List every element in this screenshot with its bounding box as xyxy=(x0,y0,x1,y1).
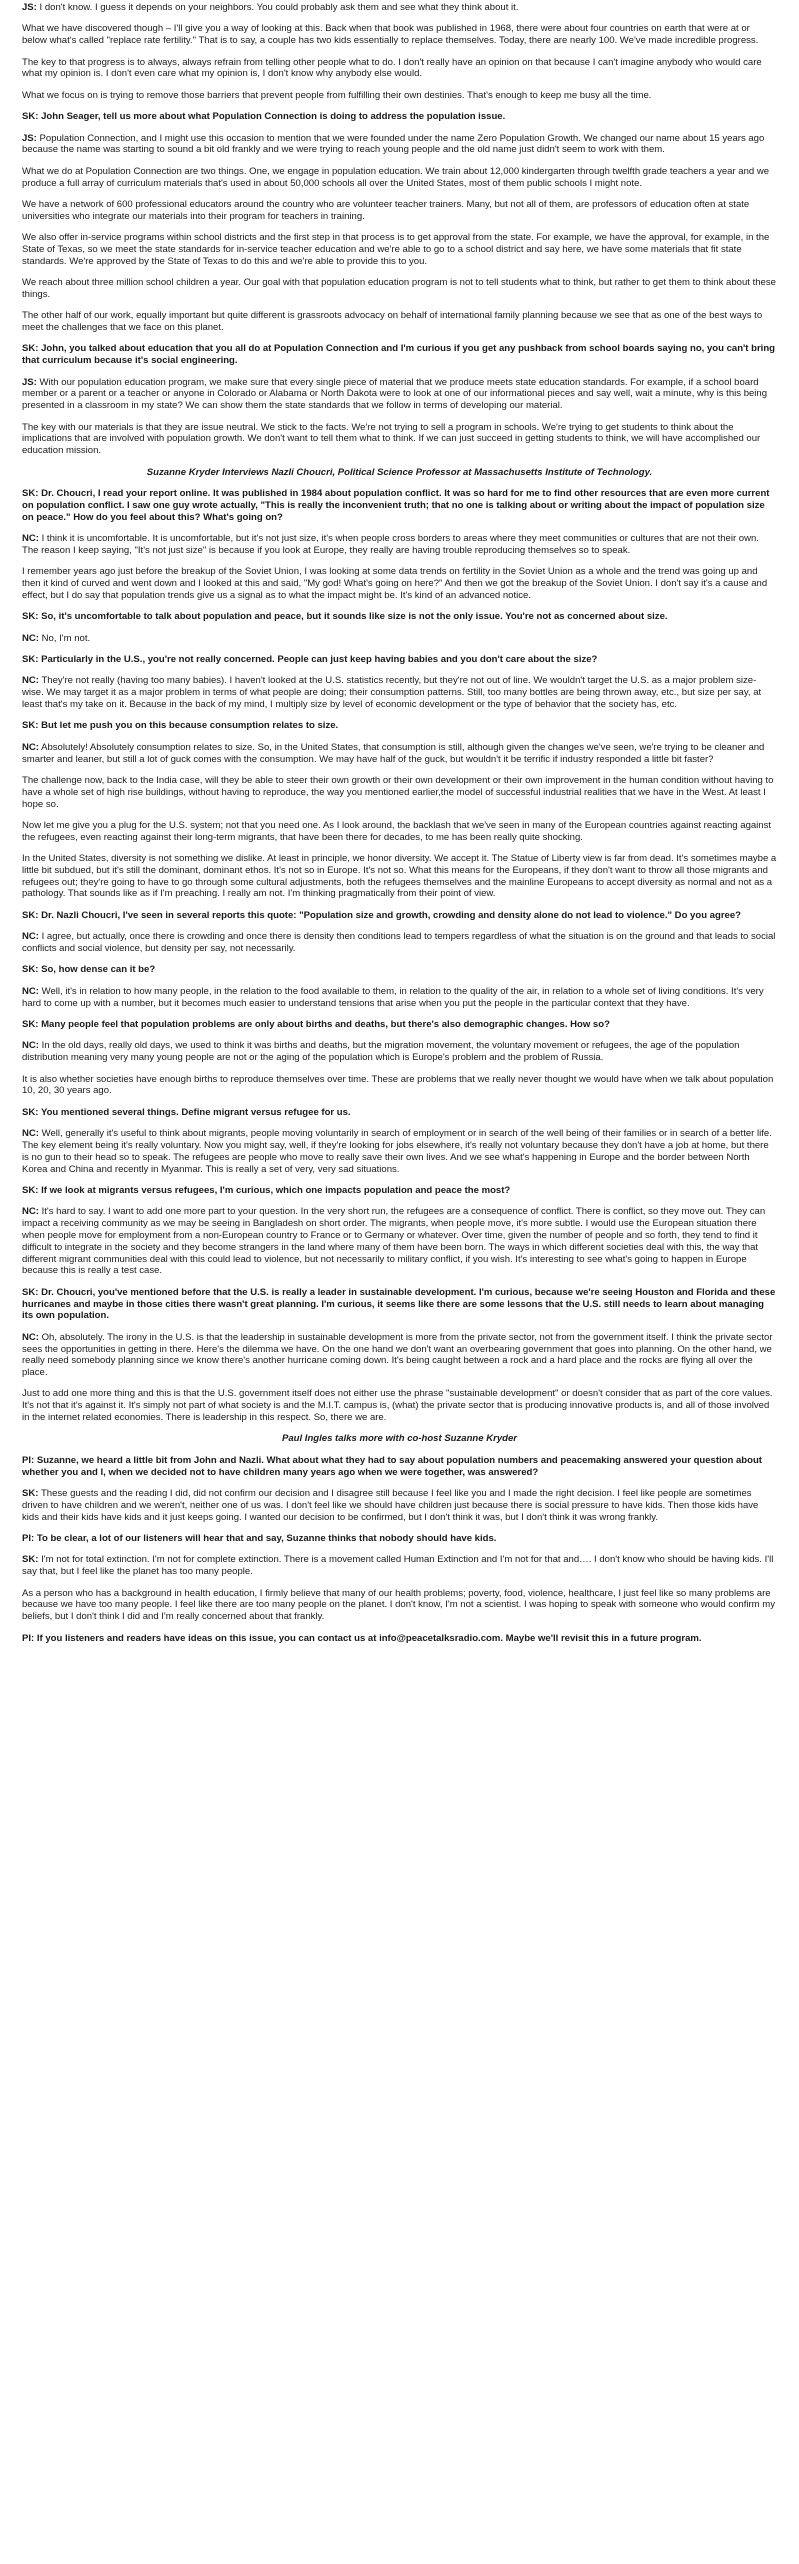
interviewer-question xyxy=(22,1287,777,1322)
speaker-label: NC: xyxy=(22,1040,39,1052)
speaker-label: SK: xyxy=(22,1184,39,1196)
paragraph-text: Oh, absolutely. The irony in the U.S. is that the leadership in sustainable development is more from the private sector, not from the government itself. I think the private sector sees the opportunities in getting in there. Here's the dilemma we have. On the one hand we don't want an overbearing government that goes into planning. On the other hand, we really need somebody planning since we know there's another hurricane coming down. It's being caught between a rock and a hard place and the rocks are flying all over the place. xyxy=(22,1331,773,1379)
paragraph-text: Dr. Choucri, you've mentioned before that the U.S. is really a leader in sustainable development. I'm curious, because we're seeing Houston and Florida and these hurricanes and maybe in those cities there wasn't great planning. I'm curious, it seems like there are some lessons that the U.S. still needs to learn about managing its own population. xyxy=(22,1286,776,1322)
guest-answer xyxy=(22,931,777,955)
paragraph-text: What we do at Population Connection are two things. One, we engage in population education. We train about 12,000 kindergarten through twelfth grade teachers a year and we produce a full array of curriculum materials that's used in about 50,000 schools all over the United States, most of them public schools I might note. xyxy=(22,165,770,189)
paragraph-text: To be clear, a lot of our listeners will hear that and say, Suzanne thinks that nobody should have kids. xyxy=(36,1533,497,1545)
guest-answer xyxy=(22,1040,777,1064)
guest-answer xyxy=(22,633,777,645)
paragraph-text: The key to that progress is to always, always refrain from telling other people what to do. I don't really have an opinion on that because I can't imagine anybody who would care what my opinion is. I don't even care what my opinion is, I don't know why anybody else would. xyxy=(22,56,762,80)
paragraph-text: The key with our materials is that they are issue neutral. We stick to the facts. We're not trying to sell a program in schools. We're trying to get students to think about the implications that are involved with population growth. We don't want to tell them what to think. If we can just succeed in getting students to think, we will have accomplished our education mission. xyxy=(22,421,761,457)
paragraph-text: These guests and the reading I did, did not confirm our decision and I disagree still because I feel like you and I made the right decision. I feel like people are sometimes driven to have children and we weren't, neither one of us was. I don't feel like we should have children just because there is social pressure to have kids. Then those kids have kids and their kids have kids and it just keeps going. I wanted our decision to be confirmed, but I don't think it was, but I don't think it was wrong frankly. xyxy=(22,1488,759,1523)
interviewer-question xyxy=(22,654,777,666)
interviewer-question xyxy=(22,488,777,523)
speaker-label: SK: xyxy=(22,720,39,732)
paragraph-text: In the United States, diversity is not something we dislike. At least in principle, we honor diversity. We accept it. The Statue of Liberty view is far from dead. It's sometimes maybe a little bit subdued, but it's still the dominant, dominant ethos. It's not so in Europe. It's not so. What this means for the Europeans, if they don't want to throw all those migrants and refugees out; they're going to have to go through some cultural adjustments, both the refugees themselves and the mainline Europeans to accept diversity as normal and not as a pathology. That sounds like as if I'm preaching. I really am not. I'm thinking pragmatically from their point of view. xyxy=(22,853,777,900)
interviewer-question xyxy=(22,1533,777,1545)
guest-answer xyxy=(22,820,777,844)
interviewer-question xyxy=(22,1633,777,1645)
speaker-label: NC: xyxy=(22,1206,39,1218)
guest-answer xyxy=(22,742,777,766)
speaker-label: JS: xyxy=(22,2,37,13)
guest-answer xyxy=(22,133,777,157)
guest-answer xyxy=(22,1488,777,1523)
guest-answer xyxy=(22,1074,777,1098)
speaker-label: NC: xyxy=(22,1331,39,1343)
guest-answer xyxy=(22,986,777,1010)
speaker-label: NC: xyxy=(22,675,39,687)
speaker-label: JS: xyxy=(22,132,37,144)
paragraph-text: You mentioned several things. Define migrant versus refugee for us. xyxy=(40,1106,351,1118)
paragraph-text: I don't know. I guess it depends on your neighbors. You could probably ask them and see what they think about it. xyxy=(39,2,519,13)
interviewer-question xyxy=(22,343,777,367)
interviewer-question xyxy=(22,720,777,732)
speaker-label: SK: xyxy=(22,964,39,976)
section-heading xyxy=(22,1433,777,1445)
paragraph-text: I think it is uncomfortable. It is uncomfortable, but it's not just size, it's when people cross borders to areas where they meet communities or cultures that are not their own. The reason I keep saying, "It's not just size" is because if you look at Europe, they really are having trouble reproducing themselves so to speak. xyxy=(22,533,759,556)
interviewer-question xyxy=(22,1185,777,1197)
speaker-label: PI: xyxy=(22,1454,35,1466)
guest-answer xyxy=(22,1332,777,1379)
paragraph-text: We reach about three million school children a year. Our goal with that population education program is not to tell students what to think, but rather to get them to think about these things. xyxy=(22,277,776,300)
speaker-label: PI: xyxy=(22,1533,35,1545)
speaker-label: SK: xyxy=(22,1554,39,1566)
paragraph-text: What we have discovered though – I'll give you a way of looking at this. Back when that book was published in 1968, there were about four countries on earth that were at or below what's called "replace rate fertility." That is to say, a couple has two kids essentially to replace themselves. Today, there are nearly 100. We've made incredible progress. xyxy=(22,23,759,47)
speaker-label: NC: xyxy=(22,533,39,544)
paragraph-text: Suzanne, we heard a little bit from John and Nazli. What about what they had to say about population numbers and peacemaking answered your question about whether you and I, when we decided not to have children many years ago when we were together, was answered? xyxy=(22,1454,762,1478)
paragraph-text: Paul Ingles talks more with co-host Suzanne Kryder xyxy=(281,1433,517,1445)
speaker-label: PI: xyxy=(22,1632,35,1644)
paragraph-text: But let me push you on this because consumption relates to size. xyxy=(41,720,339,732)
paragraph-text: In the old days, really old days, we used to think it was births and deaths, but the migration movement, the voluntary movement or refugees, the age of the population distribution meaning very many young people are not or the aging of the population which is Europe's problem and the problem of Russia. xyxy=(22,1040,740,1064)
section-heading xyxy=(22,467,777,479)
speaker-label: SK: xyxy=(22,343,39,355)
interviewer-question xyxy=(22,964,777,976)
paragraph-text: Population Connection, and I might use this occasion to mention that we were founded under the name Zero Population Growth. We changed our name about 15 years ago because the name was starting to sound a bit old frankly and we were trying to reach young people and the old name just didn't seem to work with them. xyxy=(22,132,765,156)
paragraph-text: Suzanne Kryder Interviews Nazli Choucri, Political Science Professor at Massachusetts Institute of Technology. xyxy=(146,466,653,478)
guest-answer xyxy=(22,1588,777,1623)
paragraph-text: Many people feel that population problems are only about births and deaths, but there's also demographic changes. How so? xyxy=(41,1019,610,1031)
paragraph-text: If we look at migrants versus refugees, I'm curious, which one impacts population and peace the most? xyxy=(41,1184,511,1196)
guest-answer xyxy=(22,1206,777,1277)
paragraph-text: Dr. Choucri, I read your report online. It was published in 1984 about population conflict. It was so hard for me to find other resources that are even more current on population conflict. I saw one guy wrote actually, "This is really the inconvenient truth; that no one is talking about or writing about the impact of population size on peace." How do you feel about this? What's going on? xyxy=(22,488,770,523)
paragraph-text: Well, it's in relation to how many people, in the relation to the food available to them, in relation to the quality of the air, in relation to a whole set of living conditions. It's very hard to come up with a number, but it becomes much easier to understand tensions that arise when you put the people in the particular context that they have. xyxy=(22,985,764,1009)
paragraph-text: I remember years ago just before the breakup of the Soviet Union, I was looking at some data trends on fertility in the Soviet Union as a whole and the trend was going up and then it kind of curved and went down and I looked at this and said, "My god! What's going on here?" And then we got the breakup of the Soviet Union. I don't say it's a cause and effect, but I do say that population trends give us a signal as to what the impact might be. It's kind of an advanced notice. xyxy=(22,566,768,601)
paragraph-text: With our population education program, we make sure that every single piece of material that we produce meets state education standards. For example, if a school board member or a parent or a teacher or anyone in Colorado or Alabama or North Dakota were to look at one of our informational pieces and say well, wait a minute, why is this being presented in a classroom in my state? We can show them the state standards that we follow in terms of developing our material. xyxy=(22,376,768,412)
guest-answer xyxy=(22,277,777,301)
paragraph-text: Now let me give you a plug for the U.S. system; not that you need one. As I look around, the backlash that we've seen in many of the European countries against reacting against the refugees, even reacting against their long-term migrants, that have been there for decades, to me has been really quite shocking. xyxy=(22,819,772,843)
guest-answer xyxy=(22,566,777,601)
paragraph-text: What we focus on is trying to remove those barriers that prevent people from fulfilling their own destinies. That's enough to keep me busy all the time. xyxy=(22,89,652,101)
guest-answer xyxy=(22,675,777,710)
speaker-label: NC: xyxy=(22,1128,39,1140)
paragraph-text: John Seager, tell us more about what Population Connection is doing to address the population issue. xyxy=(41,111,506,123)
paragraph-text: No, I'm not. xyxy=(41,632,91,644)
speaker-label: NC: xyxy=(22,985,39,997)
paragraph-text: John, you talked about education that you all do at Population Connection and I'm curious if you get any pushback from school boards saying no, you can't bring that curriculum because it's social engineering. xyxy=(22,343,775,367)
speaker-label: SK: xyxy=(22,488,39,500)
speaker-label: SK: xyxy=(22,611,39,623)
paragraph-text: It is also whether societies have enough births to reproduce themselves over time. These are problems that we really never thought we would have when we talk about population 10, 20, 30 years ago. xyxy=(22,1073,774,1097)
speaker-label: JS: xyxy=(22,376,37,388)
speaker-label: SK: xyxy=(22,111,39,123)
guest-answer xyxy=(22,57,777,81)
speaker-label: NC: xyxy=(22,741,39,753)
speaker-label: SK: xyxy=(22,909,39,921)
interviewer-question xyxy=(22,910,777,922)
guest-answer xyxy=(22,23,777,47)
guest-answer xyxy=(22,90,777,102)
guest-answer xyxy=(22,775,777,810)
paragraph-text: They're not really (having too many babies). I haven't looked at the U.S. statistics recently, but they're not out of line. We wouldn't target the U.S. as a major problem size-wise. We may target it as a major problem in terms of what people are doing; their consumption patterns. Still, too many bottles are being thrown away, etc., but size per say, at least that's my take on it. Because in the back of my mind, I multiply size by level of economic development or the type of behavior that the society has, etc. xyxy=(22,675,762,710)
guest-answer xyxy=(22,199,777,223)
guest-answer xyxy=(22,377,777,412)
guest-answer xyxy=(22,232,777,267)
interviewer-question xyxy=(22,1107,777,1119)
paragraph-text: I'm not for total extinction. I'm not for complete extinction. There is a movement called Human Extinction and I'm not for that and…. I don't know who should be having kids. I'll say that, but I feel like the planet has too many people. xyxy=(22,1554,774,1578)
paragraph-text: Just to add one more thing and this is that the U.S. government itself does not either use the phrase "sustainable development" or doesn't consider that as part of the core values. It's not that it's against it. It's simply not part of what society is and the M.I.T. campus is, (what) the private sector that is producing innovative products is, and all of those involved in the internet related economies. There is leadership in this respect. So, there we are. xyxy=(22,1388,773,1424)
paragraph-text: If you listeners and readers have ideas on this issue, you can contact us at info@peacetalksradio.com. Maybe we'll revisit this in a future program. xyxy=(36,1632,702,1644)
paragraph-text: It's hard to say. I want to add one more part to your question. In the very short run, the refugees are a consequence of conflict. There is conflict, so they move out. They can impact a receiving community as we may be seeing in Bangladesh on short order. The migrants, when people move, it's more subtle. I would use the European situation there when people move for employment from a non-European country to France or to Germany or whatever. Over time, given the number of people and so forth, they tend to find it difficult to integrate in the society and they become strangers in the land where many of them have been born. The ways in which different societies deal with this, the way that different migrant communities deal with this could lead to violence, but not necessarily to military conflict, if you wish. It's interesting to see what's going to happen in Europe because this is really a test case. xyxy=(22,1206,766,1277)
speaker-label: SK: xyxy=(22,1019,39,1031)
speaker-label: SK: xyxy=(22,653,39,665)
guest-answer xyxy=(22,2,777,14)
interviewer-question xyxy=(22,111,777,123)
guest-answer xyxy=(22,1388,777,1423)
paragraph-text: The other half of our work, equally important but quite different is grassroots advocacy on behalf of international family planning because we see that as one of the best ways to meet the challenges that we face on this planet. xyxy=(22,310,763,334)
paragraph-text: We have a network of 600 professional educators around the country who are volunteer teacher trainers. Many, but not all of them, are professors of education often at state universities who integrate our materials into their program for teachers in training. xyxy=(22,198,750,222)
guest-answer xyxy=(22,853,777,900)
paragraph-text: So, it's uncomfortable to talk about population and peace, but it sounds like size is not the only issue. You're not as concerned about size. xyxy=(41,611,668,623)
interviewer-question xyxy=(22,611,777,623)
speaker-label: SK: xyxy=(22,1106,39,1118)
speaker-label: NC: xyxy=(22,632,39,644)
guest-answer xyxy=(22,1554,777,1578)
guest-answer xyxy=(22,166,777,190)
paragraph-text: Particularly in the U.S., you're not really concerned. People can just keep having babies and you don't care about the size? xyxy=(41,653,598,665)
paragraph-text: We also offer in-service programs within school districts and the first step in that process is to get approval from the state. For example, we have the approval, for example, in the State of Texas, so we meet the state standards for in-service teacher education and we're able to go to a school district and say here, we have some materials that fit state standards. We're approved by the State of Texas to do this and we're able to provide this to you. xyxy=(22,232,770,267)
speaker-label: SK: xyxy=(22,1488,39,1500)
paragraph-text: Dr. Nazli Choucri, I've seen in several reports this quote: "Population size and growth, crowding and density alone do not lead to violence." Do you agree? xyxy=(41,909,741,921)
interviewer-question xyxy=(22,1455,777,1479)
paragraph-text: Absolutely! Absolutely consumption relates to size. So, in the United States, that consumption is still, although given the changes we've seen, we're trying to be cleaner and smarter and leaner, but still a lot of guck comes with the consumption. We may have half of the guck, but wouldn't it be terrific if industry responded a little bit faster? xyxy=(22,741,765,765)
guest-answer xyxy=(22,422,777,457)
speaker-label: NC: xyxy=(22,931,39,943)
paragraph-text: I agree, but actually, once there is crowding and once there is density then conditions lead to tempers regardless of what the situation is on the ground and that leads to social conflicts and social violence, but density per say, not necessarily. xyxy=(22,931,776,955)
paragraph-text: The challenge now, back to the India case, will they be able to steer their own growth or their own development or their own improvement in the human condition without having to have a whole set of high rise buildings, without having to reproduce, the way you mentioned earlier,the model of successful industrial realities that we have in the West. At least I hope so. xyxy=(22,774,774,810)
speaker-label: SK: xyxy=(22,1286,39,1298)
interviewer-question xyxy=(22,1019,777,1031)
guest-answer xyxy=(22,310,777,334)
guest-answer xyxy=(22,533,777,557)
paragraph-text: So, how dense can it be? xyxy=(41,964,156,976)
guest-answer xyxy=(22,1128,777,1175)
paragraph-text: As a person who has a background in health education, I firmly believe that many of our health problems; poverty, food, violence, healthcare, I just feel like so many problems are because we have too many people. I feel like there are too many people on the planet. I don't know, I'm not a scientist. I was hoping to speak with someone who would confirm my beliefs, but I don't think I did and I'm really concerned about that frankly. xyxy=(22,1587,775,1623)
paragraph-text: Well, generally it's useful to think about migrants, people moving voluntarily in search of employment or in search of the well being of their families or in search of a better life. The key element being it's really voluntary. Now you might say, well, if they're looking for jobs elsewhere, it's really not voluntary because they don't have a job at home, but there is no gun to their head so to speak. The refugees are people who move to really save their own lives. And we see what's happening in Europe and the border between North Korea and China and recently in Myanmar. This is really a set of very, very sad situations. xyxy=(22,1128,772,1175)
